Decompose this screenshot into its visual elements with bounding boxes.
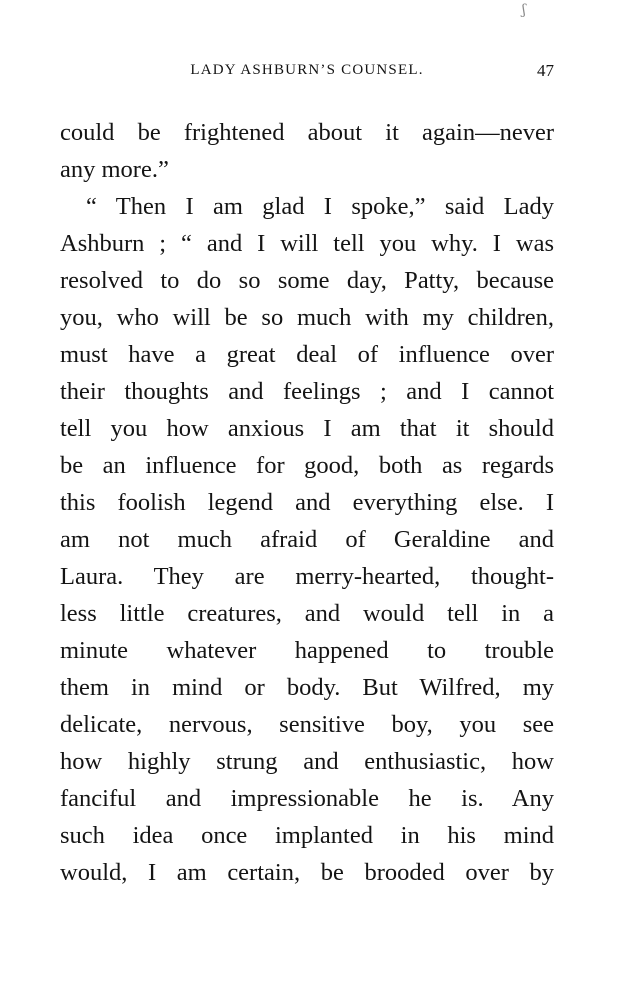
text-line: such idea once implanted in his mind	[60, 822, 554, 849]
text-line: Laura. They are merry-hearted, thought-	[60, 563, 554, 590]
text-line: would, I am certain, be brooded over by	[60, 859, 554, 886]
text-line: minute whatever happened to trouble	[60, 637, 554, 664]
margin-mark: ʃ	[522, 2, 526, 18]
text-line: be an influence for good, both as regards	[60, 452, 554, 479]
text-line: less little creatures, and would tell in a	[60, 600, 554, 627]
text-line: their thoughts and feelings ; and I cannot	[60, 378, 554, 405]
text-line: any more.”	[60, 156, 169, 183]
text-line: tell you how anxious I am that it should	[60, 415, 554, 442]
text-line: them in mind or body. But Wilfred, my	[60, 674, 554, 701]
text-line: this foolish legend and everything else. I	[60, 489, 554, 516]
text-line: Ashburn ; “ and I will tell you why. I was	[60, 230, 554, 257]
running-title: LADY ASHBURN’S COUNSEL.	[190, 62, 424, 78]
text-line: must have a great deal of influence over	[60, 341, 554, 368]
text-line: “ Then I am glad I spoke,” said Lady	[86, 193, 554, 220]
text-line: could be frightened about it again—never	[60, 119, 554, 146]
body-text	[60, 114, 554, 891]
text-line: am not much afraid of Geraldine and	[60, 526, 554, 553]
text-line: you, who will be so much with my children,	[60, 304, 554, 331]
page-number: 47	[537, 61, 554, 80]
running-head	[60, 62, 554, 88]
text-line: how highly strung and enthusiastic, how	[60, 748, 554, 775]
text-line: resolved to do so some day, Patty, because	[60, 267, 554, 294]
text-line: fanciful and impressionable he is. Any	[60, 785, 554, 812]
text-line: delicate, nervous, sensitive boy, you see	[60, 711, 554, 738]
